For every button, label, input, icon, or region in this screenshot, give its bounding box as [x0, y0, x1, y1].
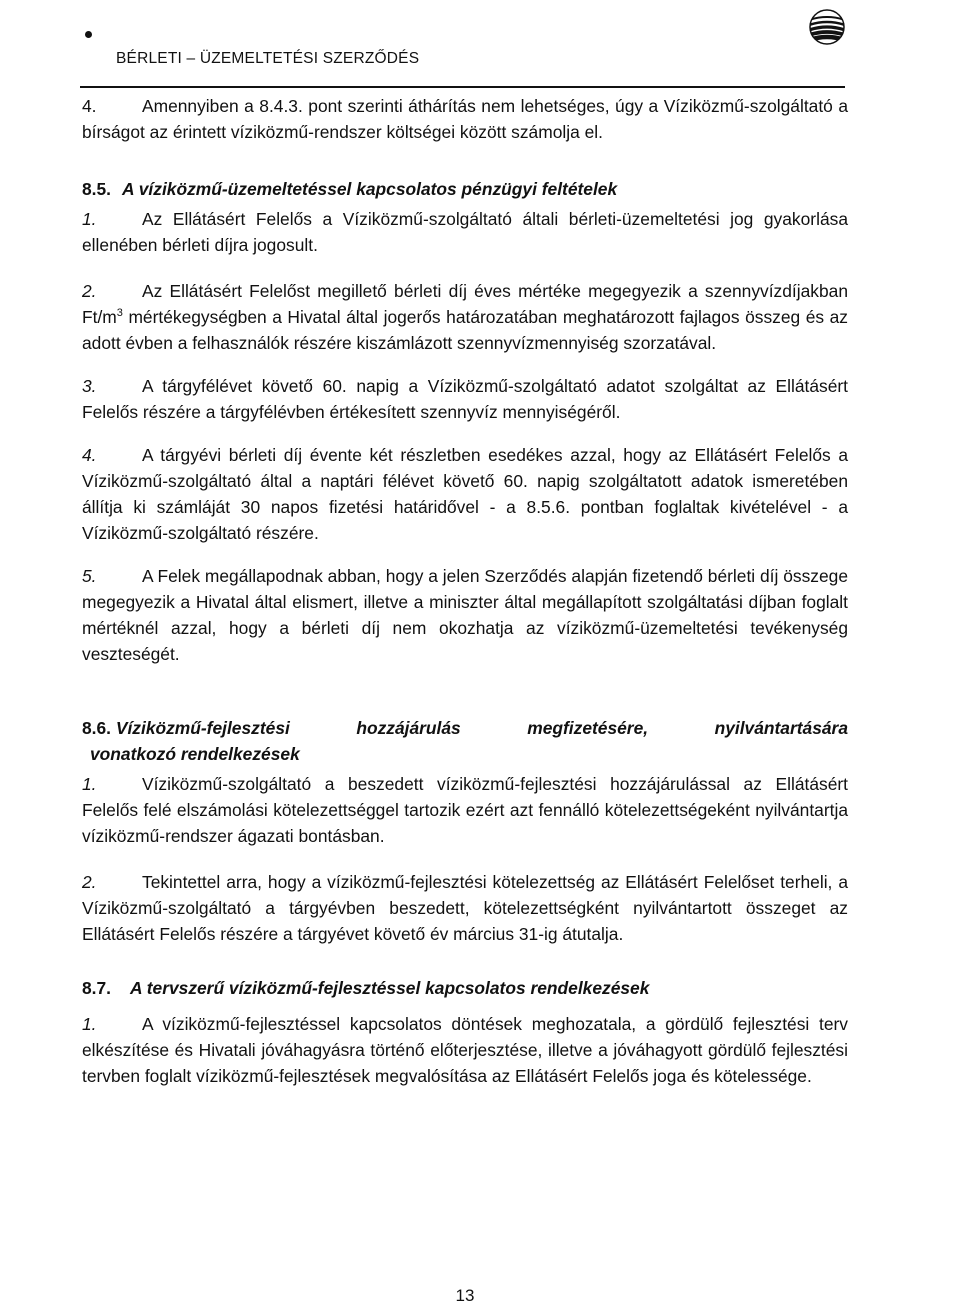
- item-text: A tárgyévi bérleti díj évente két részletben esedékes azzal, hogy az Ellátásért Felelős a Víziközmű-szolgáltató által a naptári félévet követő 60. napig szolgáltatott adatok ismeretében állítja ki számláját 30 napos fizetési határidővel - a 8.5.6. pontban foglaltak kivételével - a Víziközmű-szolgáltató részére.: [82, 445, 848, 543]
- item-text: A Felek megállapodnak abban, hogy a jelen Szerződés alapján fizetendő bérleti díj összege megegyezik a Hivatal által elismert, illetve a miniszter által megállapított szolgáltatási díjban foglalt mértéknél azzal, hogy a bérleti díj nem okozhatja az víziközmű-üzemeltetési tevékenység veszteségét.: [82, 566, 848, 664]
- item-number: 4.: [82, 96, 97, 116]
- item-number: 1.: [82, 209, 97, 229]
- company-logo: [806, 6, 848, 48]
- document-header-title: BÉRLETI – ÜZEMELTETÉSI SZERZŐDÉS: [116, 50, 420, 67]
- section-number: 8.6.: [82, 718, 112, 738]
- item-text: Tekintettel arra, hogy a víziközmű-fejlesztési kötelezettség az Ellátásért Felelőset terheli, a Víziközmű-szolgáltató a tárgyévben beszedett, kötelezettségként nyilvántartott összeget az Ellátásért Felelős részére a tárgyévet követő év március 31-ig átutalja.: [82, 872, 848, 944]
- section-8-7-item-1: [82, 1011, 848, 1089]
- section-8-7-heading: [82, 975, 848, 1001]
- section-title-line-2: vonatkozó rendelkezések: [90, 744, 300, 764]
- item-number: 1.: [82, 774, 97, 794]
- section-8-6-heading: [82, 715, 848, 767]
- header-bullet: [85, 31, 92, 38]
- unit-superscript: 3: [116, 307, 123, 320]
- item-text: Amennyiben a 8.4.3. pont szerinti áthárítás nem lehetséges, úgy a Víziközmű-szolgáltató a bírságot az érintett víziközmű-rendszer költségei között számolja el.: [82, 96, 848, 142]
- item-text: A tárgyfélévet követő 60. napig a Víziközmű-szolgáltató adatot szolgáltat az Ellátásért Felelős részére a tárgyfélévben értékesített szennyvíz mennyiségéről.: [82, 376, 848, 422]
- item-number: 5.: [82, 566, 97, 586]
- section-8-5-item-4: [82, 442, 848, 546]
- item-number: 3.: [82, 376, 97, 396]
- item-text: Az Ellátásért Felelőst megillető bérleti díj éves mértéke megegyezik a szennyvízdíjakban Ft/m: [82, 281, 848, 327]
- section-8-6-item-2: [82, 869, 848, 947]
- item-text: Víziközmű-szolgáltató a beszedett víziközmű-fejlesztési hozzájárulással az Ellátásért Felelős felé elszámolási kötelezettséggel tartozik ezért azt fennálló kötelezettségeként nyilvántartja víziközmű-rendszer ágazati bontásban.: [82, 774, 848, 846]
- document-body: [82, 93, 848, 1089]
- page-number: 13: [455, 1286, 475, 1305]
- section-8-5-heading: [82, 176, 848, 202]
- section-title-word-1: 8.6. Víziközmű-fejlesztési: [82, 718, 290, 738]
- section-title-word-2: hozzájárulás: [356, 718, 461, 738]
- section-number: 8.5.: [82, 179, 112, 199]
- item-text: Az Ellátásért Felelős a Víziközmű-szolgáltató általi bérleti-üzemeltetési jog gyakorlása ellenében bérleti díjra jogosult.: [82, 209, 848, 255]
- item-number: 2.: [82, 281, 97, 301]
- section-8-6-item-1: [82, 771, 848, 849]
- item-text: A víziközmű-fejlesztéssel kapcsolatos döntések meghozatala, a gördülő fejlesztési terv elkészítése és Hivatali jóváhagyásra történő előterjesztése, illetve a jóváhagyott gördülő fejlesztési tervben foglalt víziközmű-fejlesztések megvalósítása az Ellátásért Felelős joga és kötelessége.: [82, 1014, 848, 1086]
- section-title-word-4: nyilvántartására: [714, 718, 848, 738]
- section-title: A tervszerű víziközmű-fejlesztéssel kapcsolatos rendelkezések: [130, 978, 650, 998]
- item-number: 1.: [82, 1014, 97, 1034]
- item-number: 2.: [82, 872, 97, 892]
- header-divider: [80, 86, 845, 88]
- section-8-5-item-5: [82, 563, 848, 667]
- intro-item-4: [82, 93, 848, 145]
- section-title-line-1: [82, 715, 848, 741]
- section-title: A víziközmű-üzemeltetéssel kapcsolatos pénzügyi feltételek: [122, 179, 618, 199]
- section-title-word-3: megfizetésére,: [527, 718, 649, 738]
- item-text-continued: mértékegységben a Hivatal által jogerős határozatában meghatározott fajlagos összeg és az adott évben a felhasználók részére kiszámlázott szennyvízmennyiség szorzatával.: [82, 307, 848, 353]
- section-8-5-item-2: [82, 278, 848, 356]
- item-number: 4.: [82, 445, 97, 465]
- section-number: 8.7.: [82, 978, 112, 998]
- section-8-5-item-1: [82, 206, 848, 258]
- section-8-5-item-3: [82, 373, 848, 425]
